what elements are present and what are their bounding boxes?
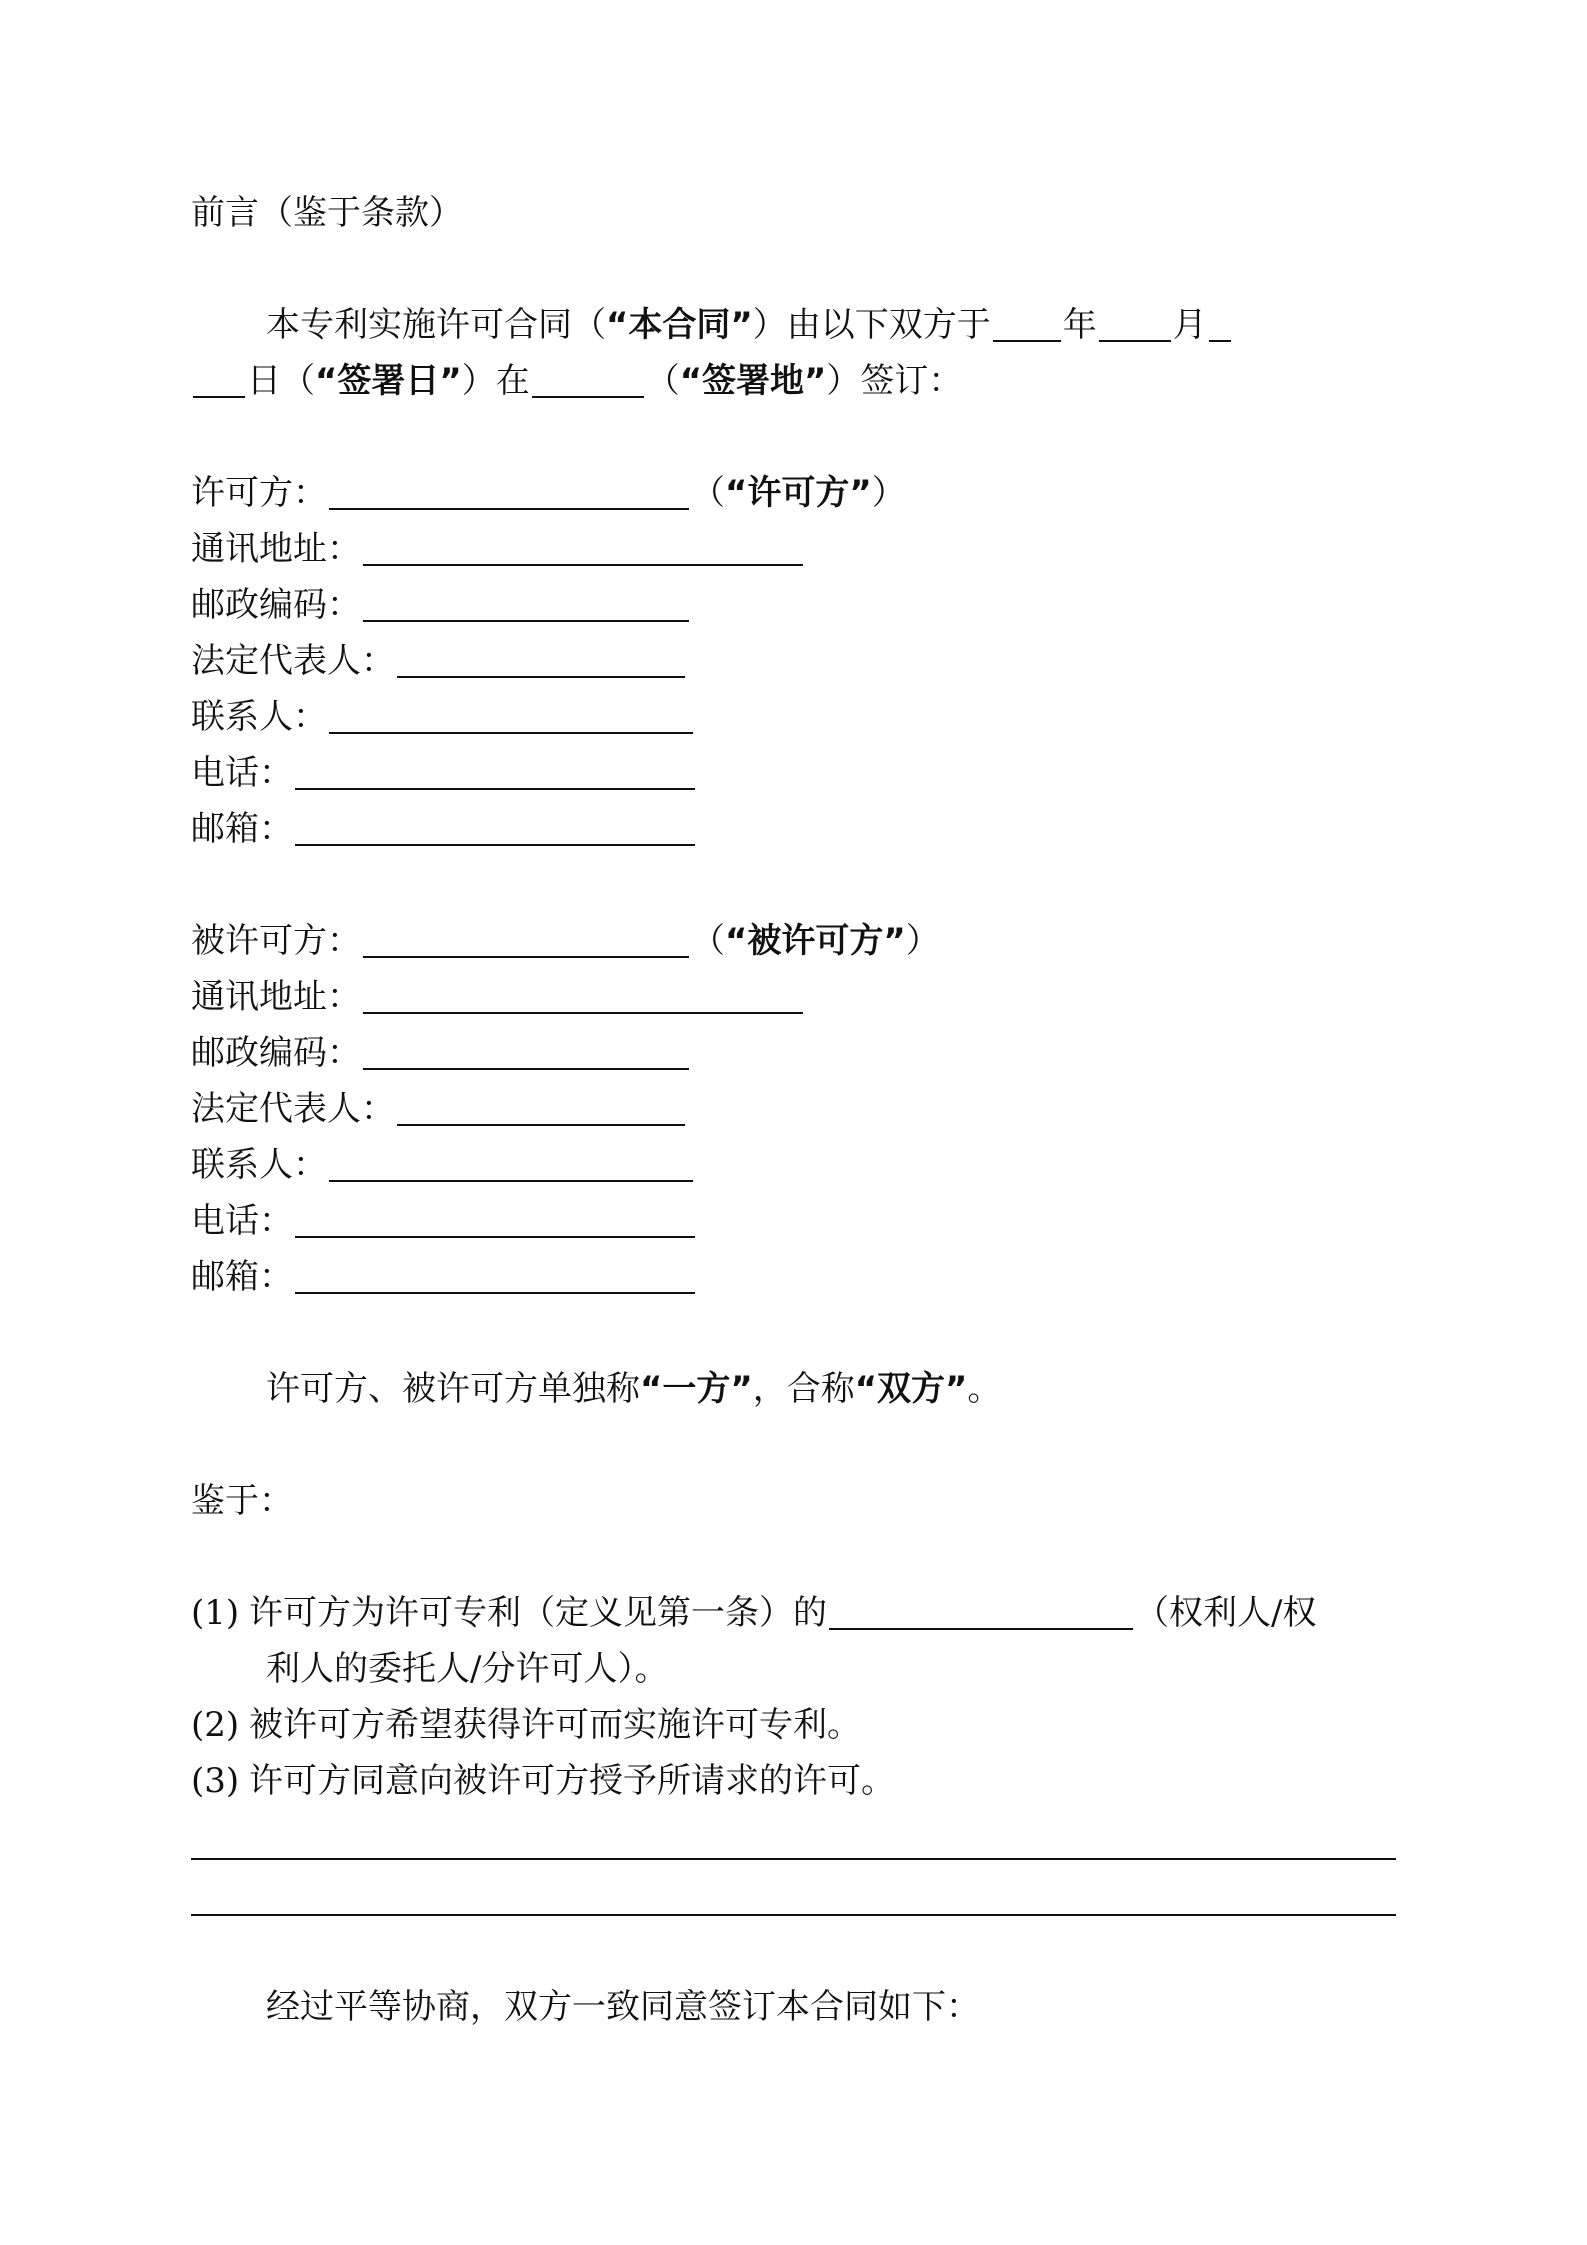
closing-statement: 经过平等协商，双方一致同意签订本合同如下：	[266, 1987, 980, 2027]
licensee-name-blank[interactable]	[363, 926, 689, 958]
day-blank-start[interactable]	[1209, 310, 1231, 342]
place-blank[interactable]	[532, 366, 644, 398]
licensee-email-row: 邮箱：	[191, 1260, 697, 1294]
party-definition: 许可方、被许可方单独称 “一方” ，合称 “双方” 。	[266, 1369, 1002, 1409]
rights-holder-blank[interactable]	[829, 1598, 1133, 1630]
recital-1-continuation: 利人的委托人/分许可人）。	[266, 1649, 669, 1689]
licensor-name-row: 许可方： （ “许可方” ）	[191, 473, 906, 513]
licensor-representative-blank[interactable]	[397, 646, 685, 678]
intro-paragraph-line-2: 日（ “签署日” ）在 （ “签署地” ）签订：	[191, 364, 962, 398]
licensee-address-row: 通讯地址：	[191, 980, 805, 1014]
licensor-representative-row: 法定代表人：	[191, 644, 687, 678]
recital-1: (1) 许可方为许可专利（定义见第一条）的 （权利人/权	[191, 1593, 1317, 1633]
licensee-postcode-blank[interactable]	[363, 1038, 689, 1070]
licensor-address-blank[interactable]	[363, 534, 803, 566]
intro-paragraph-line-1: 本专利实施许可合同（ “本合同” ）由以下双方于 年 月	[266, 308, 1233, 342]
licensor-phone-blank[interactable]	[295, 758, 695, 790]
licensor-email-blank[interactable]	[295, 814, 695, 846]
month-blank[interactable]	[1099, 310, 1171, 342]
licensor-phone-row: 电话：	[191, 756, 697, 790]
licensee-email-blank[interactable]	[295, 1262, 695, 1294]
licensee-phone-row: 电话：	[191, 1204, 697, 1238]
licensee-representative-row: 法定代表人：	[191, 1092, 687, 1126]
recital-3: (3) 许可方同意向被许可方授予所请求的许可。	[191, 1761, 895, 1801]
licensor-postcode-row: 邮政编码：	[191, 588, 691, 622]
licensor-postcode-blank[interactable]	[363, 590, 689, 622]
licensee-address-blank[interactable]	[363, 982, 803, 1014]
licensee-phone-blank[interactable]	[295, 1206, 695, 1238]
licensor-address-row: 通讯地址：	[191, 532, 805, 566]
licensee-contact-blank[interactable]	[329, 1150, 693, 1182]
additional-recital-line-1[interactable]	[191, 1858, 1396, 1860]
year-blank[interactable]	[993, 310, 1061, 342]
whereas-title: 鉴于：	[191, 1481, 293, 1521]
day-blank[interactable]	[193, 366, 245, 398]
recital-2: (2) 被许可方希望获得许可而实施许可专利。	[191, 1705, 861, 1745]
additional-recital-line-2[interactable]	[191, 1914, 1396, 1916]
preamble-title: 前言（鉴于条款）	[191, 193, 463, 233]
licensee-representative-blank[interactable]	[397, 1094, 685, 1126]
licensor-email-row: 邮箱：	[191, 812, 697, 846]
licensee-contact-row: 联系人：	[191, 1148, 695, 1182]
licensee-postcode-row: 邮政编码：	[191, 1036, 691, 1070]
licensee-name-row: 被许可方： （ “被许可方” ）	[191, 921, 940, 961]
licensor-contact-row: 联系人：	[191, 700, 695, 734]
licensor-name-blank[interactable]	[329, 478, 689, 510]
licensor-contact-blank[interactable]	[329, 702, 693, 734]
